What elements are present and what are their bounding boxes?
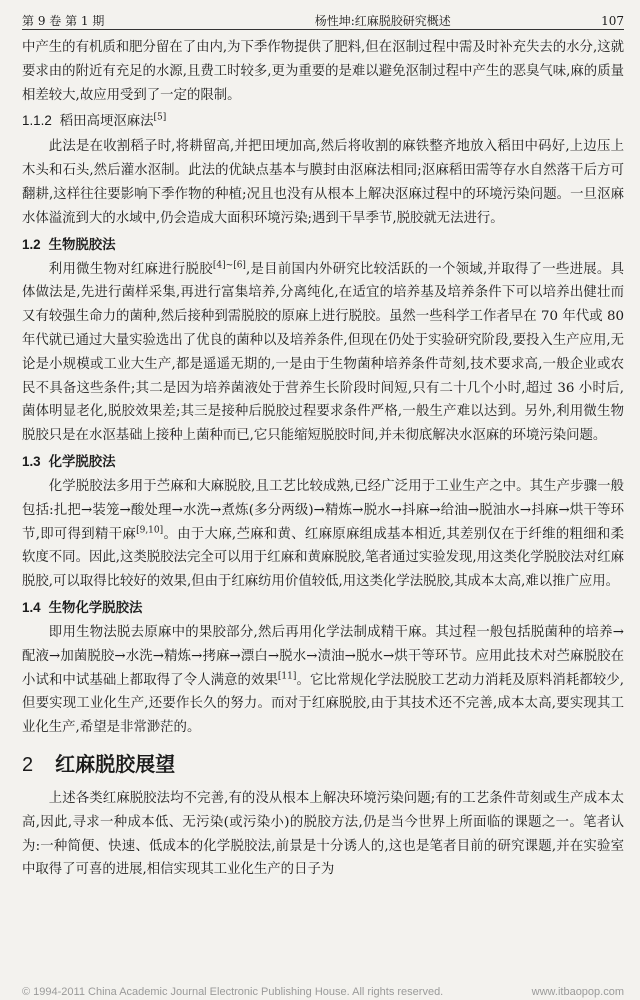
text-run: 。由于大麻,苎麻和黄、红麻原麻组成基本相近,其差别仅在于纤维的粗细和柔软度不同。因此,这类脱胶法完全可以用于红麻和黄麻脱胶,笔者通过实验发现,用这类化学脱胶法对红麻脱胶,可以取得比较好的效果,但由于红麻纺用价值较低,用这类化学法脱胶,其成本太高,难以推广应用。	[22, 526, 624, 590]
heading-section-2	[22, 748, 624, 781]
heading-1-4	[22, 597, 624, 619]
paragraph-biological-degumming	[22, 258, 624, 448]
running-header	[22, 0, 624, 30]
heading-text: 生物脱胶法	[48, 236, 116, 253]
heading-1-2	[22, 234, 624, 256]
heading-number: 1.3	[22, 453, 41, 469]
paragraph-biochemical-degumming	[22, 621, 624, 740]
text-run: 化学脱胶法多用于苎麻和大麻脱胶,且工艺比较成熟,已经广泛用于工业生产之中。其生产步骤一般包括:扎把→装笼→酸处理→水洗→煮炼(多分两级)→精炼→脱水→抖麻→给油→脱油水→抖麻→烘干等环节,即可得到精干麻	[22, 478, 624, 542]
paragraph-continued: 中产生的有机质和肥分留在了由内,为下季作物提供了肥料,但在沤制过程中需及时补充失去的水分,这就要求由的附近有充足的水源,且费工时较多,更为重要的是难以避免沤制过程中产生的恶臭气味,麻的质量相差较大,故应用受到了一定的限制。	[22, 40, 624, 103]
heading-text: 红麻脱胶展望	[55, 751, 176, 776]
page-number: 107	[601, 14, 624, 28]
heading-number: 1.4	[22, 599, 41, 615]
heading-1-1-2	[22, 110, 624, 133]
citation-ref: [5]	[153, 112, 167, 123]
text-run: 。它比常规化学法脱胶工艺动力消耗及原料消耗都较少,但要实现工业化生产,还要作长久的努力。而对于红麻脱胶,由于其技术还不完善,成本太高,要实现其工业化生产,希望是非常渺茫的。	[22, 672, 624, 736]
text-run: 利用微生物对红麻进行脱胶	[48, 261, 213, 277]
citation-ref: [4]~[6]	[212, 260, 246, 271]
paragraph-chemical-degumming	[22, 475, 624, 594]
paragraph-paddy-retting: 此法是在收割稻子时,将耕留高,并把田埂加高,然后将收割的麻铁整齐地放入稻田中码好,上边压上木头和石头,然后灌水沤制。此法的优缺点基本与膜封由沤麻法相同;沤麻稻田需等存水自然落干后方可翻耕,这样往往要影响下季作物的种植;况且也没有从根本上解决沤麻过程中的环境污染问题。一旦沤麻水体溢流到大的水域中,仍会造成大面积环境污染;遇到干旱季节,脱胶就无法进行。	[22, 139, 624, 226]
page-footer	[22, 986, 624, 998]
copyright-notice: © 1994-2011 China Academic Journal Electronic Publishing House. All rights reserved.	[22, 986, 444, 998]
heading-1-3	[22, 451, 624, 473]
journal-issue: 第 9 卷 第 1 期	[22, 14, 105, 28]
citation-ref: [9,10]	[136, 525, 164, 536]
heading-text: 化学脱胶法	[48, 453, 116, 470]
citation-ref: [11]	[277, 671, 297, 682]
watermark-text: www.itbaopop.com	[531, 986, 624, 998]
heading-number: 2	[22, 753, 34, 776]
text-run: ,是目前国内外研究比较活跃的一个领域,并取得了一些进展。具体做法是,先进行菌样采集,再进行富集培养,分离纯化,在适宜的培养基及培养条件下可以培养出健壮而又有较强生命力的菌种,然后接种到需脱胶的原麻上进行脱胶。虽然一些科学工作者早在 70 年代或 80 年代就已通过大量实验选出了优良的菌种以及培养条件,但现在仍处于实验研究阶段,要投入生产应用,无论是小规模或工业大生产,都是遥遥无期的,一是由于生物菌种培养条件苛刻,技术要求高,一般企业或农民不具备这些条件;其二是因为培养菌液处于营养生长阶段时间短,只有二十几个小时,超过 36 小时后,菌体明显老化,脱胶效果差;其三是接种后脱胶过程要求条件严格,一般生产难以达到。另外,利用微生物脱胶只是在水沤基础上接种上菌种而已,它只能缩短脱胶时间,并未彻底解决水沤麻的环境污染问题。	[22, 261, 624, 444]
article-body	[22, 30, 624, 882]
article-running-title: 杨性坤:红麻脱胶研究概述	[314, 14, 451, 28]
heading-text: 稻田高埂沤麻法	[59, 114, 154, 130]
paragraph-outlook: 上述各类红麻脱胶法均不完善,有的没从根本上解决环境污染问题;有的工艺条件苛刻或生产成本太高,因此,寻求一种成本低、无污染(或污染小)的脱胶方法,仍是当今世界上所面临的课题之一。笔者认为:一种简便、快速、低成本的化学脱胶法,前景是十分诱人的,这也是笔者目前的研究课题,并在实验室中取得了可喜的进展,相信实现其工业化生产的日子为	[22, 790, 624, 878]
heading-number: 1.2	[22, 236, 41, 252]
heading-text: 生物化学脱胶法	[48, 599, 143, 616]
heading-number: 1.1.2	[22, 113, 52, 129]
text-run: 即用生物法脱去原麻中的果胶部分,然后再用化学法制成精干麻。其过程一般包括脱菌种的培养→配液→加菌脱胶→水洗→精炼→拷麻→漂白→脱水→渍油→脱水→烘干等环节。应用此技术对苎麻脱胶在小试和中试基础上都取得了令人满意的效果	[22, 624, 624, 688]
